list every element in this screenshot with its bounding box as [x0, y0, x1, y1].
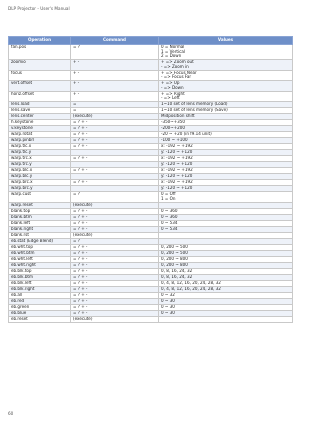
operation-cell: warp.reset — [9, 202, 71, 208]
value-line: 0 ~ 32 — [161, 292, 175, 297]
command-cell: = ? + - — [71, 226, 159, 232]
value-line: -350~+350 — [161, 119, 185, 125]
value-line: 0 = Normal — [161, 44, 185, 50]
command-cell: + - — [71, 81, 159, 92]
command-cell: = ? + - — [71, 310, 159, 316]
operation-cell: lens.load — [9, 102, 71, 108]
value-line: y: -120 ~ +120 — [161, 185, 193, 191]
operation-cell: eb.green — [9, 304, 71, 310]
operation-cell: zoomio — [9, 60, 71, 71]
operation-cell: warp.brc.x — [9, 180, 71, 186]
table-row — [9, 192, 293, 203]
operation-cell: blank.top — [9, 208, 71, 214]
value-line: 0 ~ 30 — [161, 304, 175, 309]
value-line: x: -192 ~ +192 — [161, 143, 193, 149]
value-line: 1 = On — [161, 195, 176, 201]
value-line — [161, 233, 290, 238]
command-cell: (execute) — [71, 202, 159, 208]
operation-cell: eb.wht.top — [9, 244, 71, 250]
operation-cell: eb.blue — [9, 310, 71, 316]
table-row — [9, 81, 293, 92]
operation-cell: eb.wht.btm — [9, 250, 71, 256]
command-cell: = ? + - — [71, 126, 159, 132]
table-row — [9, 60, 293, 71]
value-line: x: -192 ~ +192 — [161, 155, 193, 161]
command-cell: = ? — [71, 238, 159, 244]
value-line: 0, 200 ~ 800 — [161, 256, 188, 261]
value-line: -100 ~ +100 — [161, 137, 188, 143]
value-line: - => Zoom in — [161, 63, 189, 69]
command-cell: = ? + - — [71, 268, 159, 274]
operation-cell: warp.brc.y — [9, 186, 71, 192]
page-header: DLP Projector - User's Manual — [8, 6, 70, 11]
value-line: 0, 8, 16, 24, 32 — [161, 274, 193, 279]
operation-cell: eb.blk.btm — [9, 274, 71, 280]
value-line: 0, 4, 8, 12, 16, 20, 24, 28, 32 — [161, 280, 221, 285]
values-cell — [159, 81, 293, 92]
value-line: 1~10 set of lens memory (Load) — [161, 101, 228, 107]
value-line: 0, 200 ~ 500 — [161, 250, 188, 255]
command-cell: + - — [71, 60, 159, 71]
operation-cell: warp.trc.x — [9, 156, 71, 162]
value-line: 1 = Vertical — [161, 48, 185, 54]
command-cell: = ? + - — [71, 156, 159, 162]
value-line: x: -192 ~ +192 — [161, 179, 193, 185]
value-line: 1~10 set of lens memory (Save) — [161, 107, 228, 113]
values-cell — [159, 45, 293, 60]
command-cell: = ? + - — [71, 298, 159, 304]
operation-cell: eb.blk.top — [9, 268, 71, 274]
command-cell: = ? + - — [71, 220, 159, 226]
operation-cell: vert.offset — [9, 81, 71, 92]
operation-cell: warp.blc.y — [9, 174, 71, 180]
operation-cell: eb.blk.right — [9, 286, 71, 292]
operation-cell: warp.pinbrl — [9, 138, 71, 144]
values-cell — [159, 192, 293, 203]
table-body — [9, 45, 293, 323]
operation-cell: fan.pos — [9, 45, 71, 60]
value-line — [161, 317, 290, 322]
table-header-row — [9, 37, 293, 45]
command-cell: = ? + - — [71, 144, 159, 150]
operation-cell: focus — [9, 70, 71, 81]
command-cell: = ? + - — [71, 120, 159, 126]
command-cell: = — [71, 108, 159, 114]
command-cell: = ? + - — [71, 244, 159, 250]
operation-cell: warp.cust — [9, 192, 71, 203]
command-cell: = ? + - — [71, 256, 159, 262]
value-line: + => Zoom out — [161, 59, 194, 65]
value-line: - => Focus Far — [161, 74, 192, 80]
operation-cell: eb.reset — [9, 316, 71, 322]
operation-cell: eb.red — [9, 298, 71, 304]
value-line: + => Right — [161, 91, 185, 96]
operation-cell: warp.tlc.y — [9, 150, 71, 156]
table-row — [9, 45, 293, 60]
value-line: -200~+200 — [161, 125, 185, 131]
value-line: 0, 4, 8, 12, 16, 20, 24, 28, 32 — [161, 286, 221, 291]
table-row — [9, 70, 293, 81]
command-cell: = — [71, 102, 159, 108]
value-line: 2 = Down — [161, 53, 182, 59]
command-cell: (execute) — [71, 232, 159, 238]
value-line: x: -192 ~ +192 — [161, 167, 193, 173]
value-line — [161, 203, 290, 208]
command-cell: (execute) — [71, 316, 159, 322]
command-cell: = ? + - — [71, 208, 159, 214]
operation-cell: eb.blk.left — [9, 280, 71, 286]
operation-cell: blank.left — [9, 220, 71, 226]
value-line: + => Focus Near — [161, 70, 197, 75]
value-line: 0 ~ 30 — [161, 310, 175, 315]
operation-cell: warp.blc.x — [9, 168, 71, 174]
table-row — [9, 91, 293, 102]
value-line: + => Up — [161, 80, 180, 86]
values-cell — [159, 316, 293, 322]
operation-cell: lens.save — [9, 108, 71, 114]
command-cell: = ? + - — [71, 138, 159, 144]
command-cell: = ? + - — [71, 262, 159, 268]
operation-cell: blank.right — [9, 226, 71, 232]
operation-cell: blank.rst — [9, 232, 71, 238]
operation-cell: eb.wht.right — [9, 262, 71, 268]
command-cell: = ? — [71, 45, 159, 60]
command-cell: = ? + - — [71, 180, 159, 186]
operation-cell: h.keystone — [9, 120, 71, 126]
operation-cell: blank.btm — [9, 214, 71, 220]
command-cell: = ? + - — [71, 132, 159, 138]
command-cell: = ? + - — [71, 280, 159, 286]
command-cell: = ? + - — [71, 214, 159, 220]
command-header: Command — [71, 37, 159, 45]
value-line: 0, 200 ~ 800 — [161, 262, 188, 267]
command-cell: + - — [71, 91, 159, 102]
value-line: 0, 8, 16, 24, 32 — [161, 268, 193, 273]
value-line: Midposition shift — [161, 113, 195, 119]
command-cell: = ? + - — [71, 274, 159, 280]
value-line: 0 ~ 534 — [161, 226, 178, 231]
values-cell — [159, 70, 293, 81]
value-line: -20 ~ +20 (in f9.14 unit) — [161, 131, 212, 137]
command-cell: = ? + - — [71, 168, 159, 174]
command-cell: (execute) — [71, 114, 159, 120]
command-table — [8, 36, 293, 323]
operation-cell: v.keystone — [9, 126, 71, 132]
table-row — [9, 316, 293, 322]
operation-cell: eb.wht.left — [9, 256, 71, 262]
values-cell — [159, 60, 293, 71]
value-line: 0 ~ 30 — [161, 298, 175, 303]
value-line: - => Left — [161, 95, 180, 101]
value-line: 0 = Off — [161, 191, 176, 197]
page-number: 60 — [8, 411, 14, 416]
command-cell: + - — [71, 70, 159, 81]
operation-cell: eb.all — [9, 292, 71, 298]
operation-cell: eb.stat (Edge Blend) — [9, 238, 71, 244]
operation-cell: warp.trc.y — [9, 162, 71, 168]
value-line: y: -120 ~ +120 — [161, 173, 193, 179]
command-cell: = ? + - — [71, 250, 159, 256]
value-line: y: -120 ~ +120 — [161, 149, 193, 155]
operation-cell: horiz.offset — [9, 91, 71, 102]
command-cell: = ? + - — [71, 304, 159, 310]
value-line — [161, 239, 290, 244]
value-line: 0 ~ 534 — [161, 220, 178, 225]
operation-cell: lens.center — [9, 114, 71, 120]
value-line: 0 ~ 360 — [161, 214, 178, 219]
values-cell — [159, 91, 293, 102]
value-line: 0 ~ 360 — [161, 208, 178, 213]
operation-cell: warp.tlc.x — [9, 144, 71, 150]
command-cell: = ? + - — [71, 286, 159, 292]
operation-cell: warp.rotat — [9, 132, 71, 138]
values-header: Values — [159, 37, 293, 45]
value-line: 0, 200 ~ 500 — [161, 244, 188, 249]
value-line: y: -120 ~ +120 — [161, 161, 193, 167]
command-cell: = ? + - — [71, 292, 159, 298]
operation-header: Operation — [9, 37, 71, 45]
command-cell: = ? — [71, 192, 159, 203]
value-line: - => Down — [161, 84, 184, 90]
